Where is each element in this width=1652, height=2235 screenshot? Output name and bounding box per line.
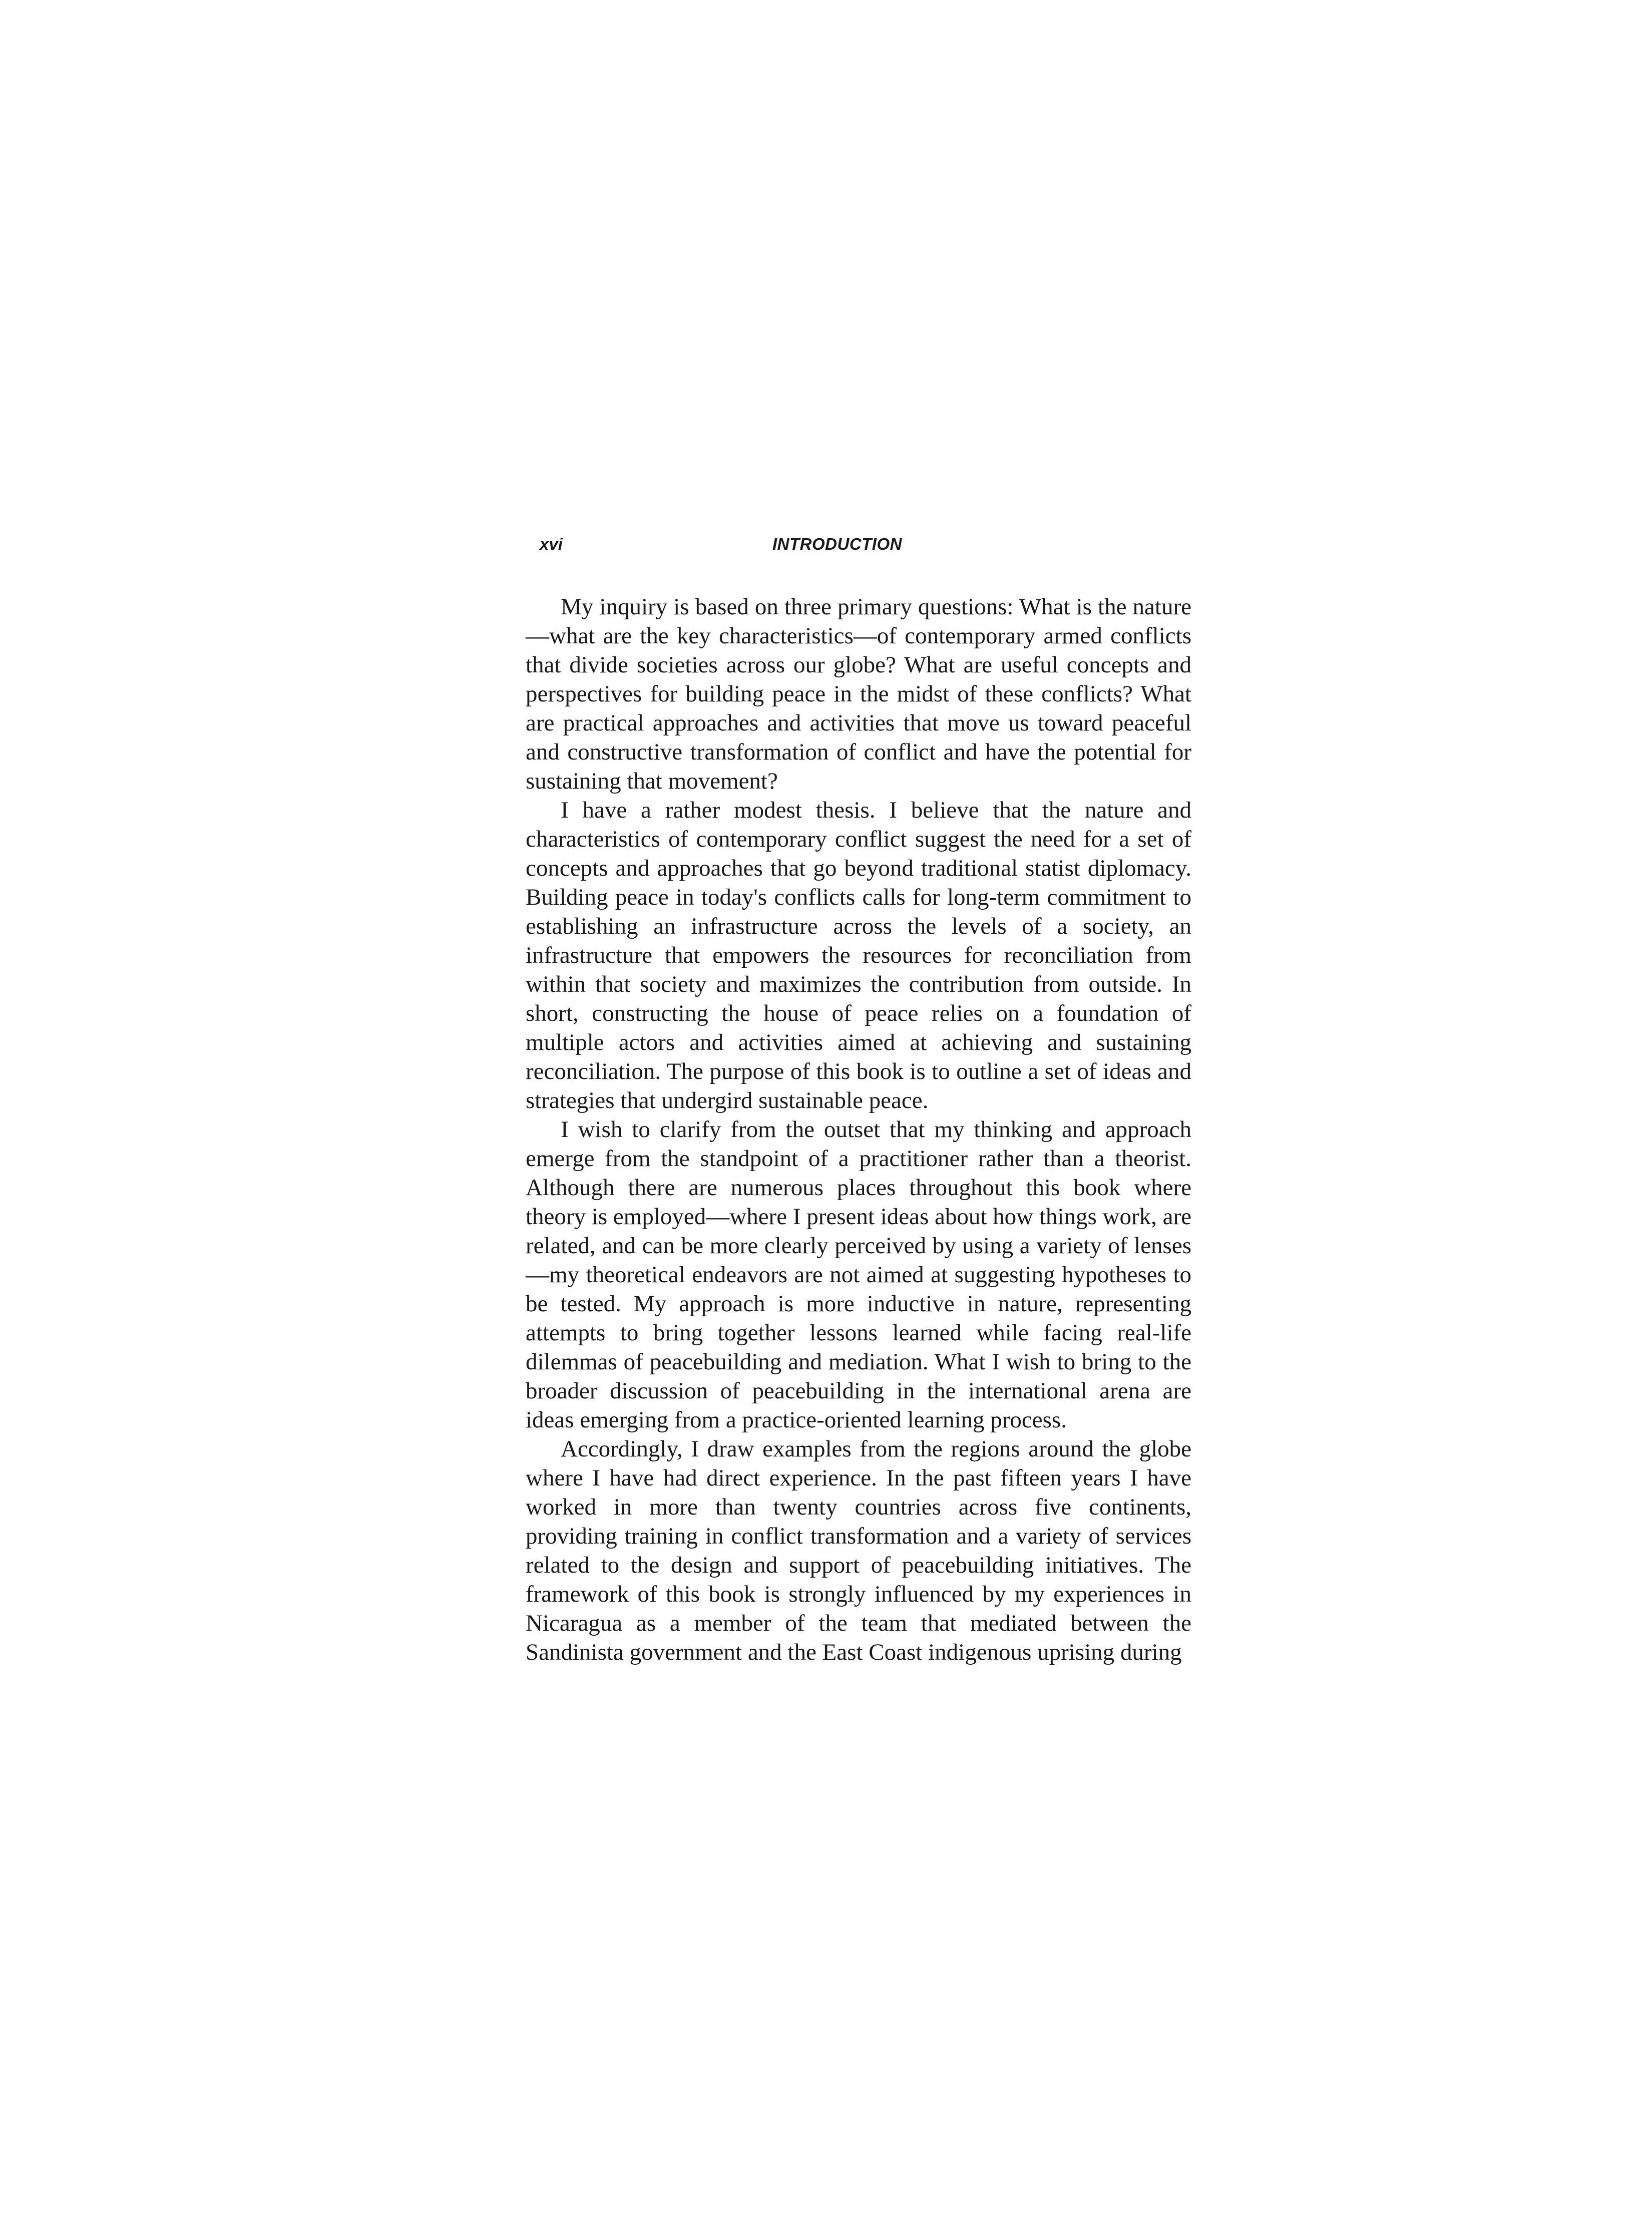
paragraph: Accordingly, I draw examples from the regions around the globe where I have had direct experience. In the past fifteen years I have worked in more than twenty countries across five continents, providing training in conflict transformation and a variety of services related to the design and support of peacebuilding initiatives. The framework of this book is strongly influenced by my experiences in Nicaragua as a member of the team that mediated between the Sandinista government and the East Coast indigenous uprising during	[526, 1436, 1191, 1665]
page-header	[540, 535, 1190, 565]
paragraph: I wish to clarify from the outset that my thinking and approach emerge from the standpoint of a practitioner rather than a theorist. Although there are numerous places throughout this book where theory is employed—where I present ideas about how things work, are related, and can be more clearly perceived by using a variety of lenses—my theoretical endeavors are not aimed at suggesting hypotheses to be tested. My approach is more inductive in nature, representing attempts to bring together lessons learned while facing real-life dilemmas of peacebuilding and mediation. What I wish to bring to the broader discussion of peacebuilding in the international arena are ideas emerging from a practice-oriented learning process.	[526, 1116, 1191, 1433]
paragraph: My inquiry is based on three primary questions: What is the nature—what are the key characteristics—of contemporary armed conflicts that divide societies across our globe? What are useful concepts and perspectives for building peace in the midst of these conflicts? What are practical approaches and activities that move us toward peaceful and constructive transformation of conflict and have the potential for sustaining that movement?	[526, 594, 1191, 794]
paragraph: I have a rather modest thesis. I believe that the nature and characteristics of contemporary conflict suggest the need for a set of concepts and approaches that go beyond traditional statist diplomacy. Building peace in today's conflicts calls for long-term commitment to establishing an infrastructure across the levels of a society, an infrastructure that empowers the resources for reconciliation from within that society and maximizes the contribution from outside. In short, constructing the house of peace relies on a foundation of multiple actors and activities aimed at achieving and sustaining reconciliation. The purpose of this book is to outline a set of ideas and strategies that undergird sustainable peace.	[526, 797, 1191, 1113]
body-text	[526, 592, 1191, 1667]
running-head: INTRODUCTION	[772, 535, 902, 553]
page-number: xvi	[540, 535, 563, 553]
